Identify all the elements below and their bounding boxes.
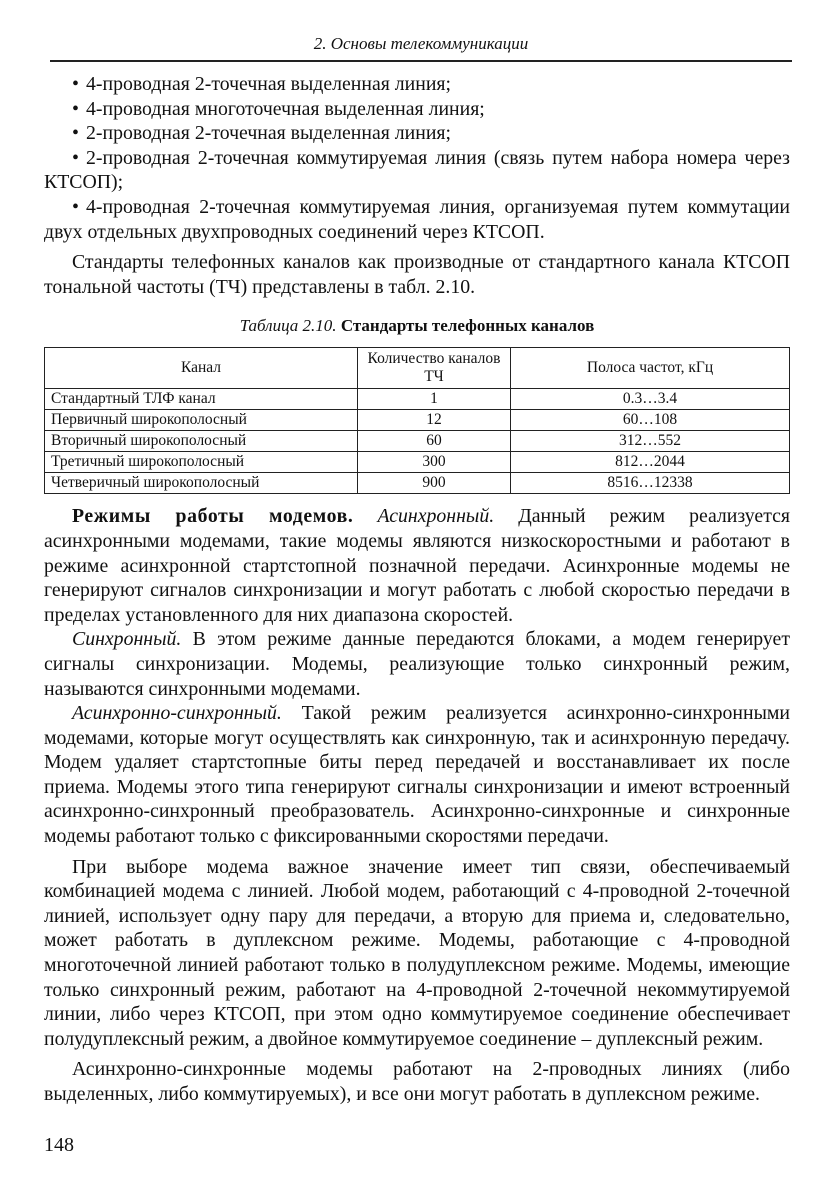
table-cell: 0.3…3.4 bbox=[511, 389, 790, 410]
channel-standards-table bbox=[44, 347, 790, 494]
table-cell: 8516…12338 bbox=[511, 473, 790, 494]
page-body bbox=[44, 72, 790, 1107]
table-row bbox=[45, 389, 790, 410]
page-number: 148 bbox=[44, 1134, 74, 1156]
bullet-list bbox=[44, 72, 790, 244]
bullet-icon: • bbox=[72, 122, 79, 145]
table-cell: 312…552 bbox=[511, 431, 790, 452]
bullet-icon: • bbox=[72, 146, 79, 169]
table-caption-title: Стандарты телефонных каналов bbox=[340, 316, 595, 336]
term-async: Асинхронный. bbox=[377, 505, 495, 528]
paragraph-link-type: При выборе модема важное значение имеет тип связи, обеспечиваемый комбинацией модема с линией. Любой модем, работающий с 4-проводной 2-точечной линией, использует одну пару для передачи, а вторую для приема и, следовательно, может работать в дуплексном режиме. Модемы, работающие с 4-проводной многоточечной линией работают только в полудуплексном режиме. Модемы, имеющие только синхронный режим, работают на 4-проводной 2-точечной некоммутируемой линии, либо через КТСОП, при этом одно коммутируемое соединение обеспечивает полудуплексный режим, а двойное коммутируемое соединение – дуплексный режим. bbox=[44, 855, 790, 1050]
paragraph-sync-mode: Синхронный. В этом режиме данные передаются блоками, а модем генерирует сигналы синхронизации. Модемы, реализующие только синхронный режим, называются синхронными модемами. bbox=[44, 628, 790, 700]
table-row bbox=[45, 431, 790, 452]
table-cell: Первичный широкополосный bbox=[45, 410, 358, 431]
column-header-count: Количество каналов ТЧ bbox=[358, 348, 511, 389]
table-cell: 900 bbox=[358, 473, 511, 494]
list-item: • 2-проводная 2-точечная коммутируемая линия (связь путем набора номера через КТСОП); bbox=[44, 146, 790, 194]
table-row bbox=[45, 452, 790, 473]
list-item: • 4-проводная 2-точечная выделенная линия; bbox=[72, 73, 452, 95]
paragraph-async-sync-mode: Асинхронно-синхронный. Такой режим реализуется асинхронно-синхронными модемами, которые могут осуществлять как синхронную, так и асинхронную передачу. Модем удаляет стартстопные биты перед передачей и восстанавливает их после приема. Модемы этого типа генерируют сигналы синхронизации и имеют встроенный асинхронно-синхронный преобразователь. Асинхронно-синхронные и синхронные модемы работают только с фиксированными скоростями передачи. bbox=[44, 702, 790, 848]
column-header-channel: Канал bbox=[45, 348, 358, 389]
running-header: 2. Основы телекоммуникации bbox=[50, 30, 792, 62]
table-cell: Стандартный ТЛФ канал bbox=[45, 389, 358, 410]
table-cell: 12 bbox=[358, 410, 511, 431]
section-heading: Режимы работы модемов. bbox=[72, 505, 354, 528]
table-caption-number: Таблица 2.10. bbox=[239, 316, 337, 336]
table-cell: Четверичный широкополосный bbox=[45, 473, 358, 494]
table-row bbox=[45, 473, 790, 494]
table-caption bbox=[44, 315, 790, 337]
table-row bbox=[45, 410, 790, 431]
paragraph-final: Асинхронно-синхронные модемы работают на 2-проводных линиях (либо выделенных, либо коммутируемых), и все они могут работать в дуплексном режиме. bbox=[44, 1058, 790, 1105]
table-cell: Третичный широкополосный bbox=[45, 452, 358, 473]
table-cell: 300 bbox=[358, 452, 511, 473]
table-cell: Вторичный широкополосный bbox=[45, 431, 358, 452]
term-async-sync: Асинхронно-синхронный. bbox=[72, 702, 282, 725]
paragraph-async-mode: Режимы работы модемов. Асинхронный. Данный режим реализуется асинхронными модемами, такие модемы являются низкоскоростными и работают в режиме асинхронной стартстопной позначной передачи. Асинхронные модемы не генерируют сигналов синхронизации и могут работать с любой скоростью передачи в пределах установленного для них диапазона скоростей. bbox=[44, 505, 790, 626]
table-cell: 60 bbox=[358, 431, 511, 452]
bullet-icon: • bbox=[72, 195, 79, 218]
column-header-band: Полоса частот, кГц bbox=[511, 348, 790, 389]
bullet-icon: • bbox=[72, 97, 79, 120]
table-header-row bbox=[45, 348, 790, 389]
bullet-icon: • bbox=[72, 73, 79, 95]
term-sync: Синхронный. bbox=[72, 628, 182, 651]
list-item: • 4-проводная многоточечная выделенная линия; bbox=[72, 97, 485, 120]
list-item: • 4-проводная 2-точечная коммутируемая линия, организуемая путем коммутации двух отдельных двухпроводных соединений через КТСОП. bbox=[44, 195, 790, 243]
intro-paragraph: Стандарты телефонных каналов как производные от стандартного канала КТСОП тональной частоты (ТЧ) представлены в табл. 2.10. bbox=[44, 251, 790, 298]
table-cell: 60…108 bbox=[511, 410, 790, 431]
table-cell: 812…2044 bbox=[511, 452, 790, 473]
table-cell: 1 bbox=[358, 389, 511, 410]
list-item: • 2-проводная 2-точечная выделенная линия; bbox=[72, 122, 452, 145]
